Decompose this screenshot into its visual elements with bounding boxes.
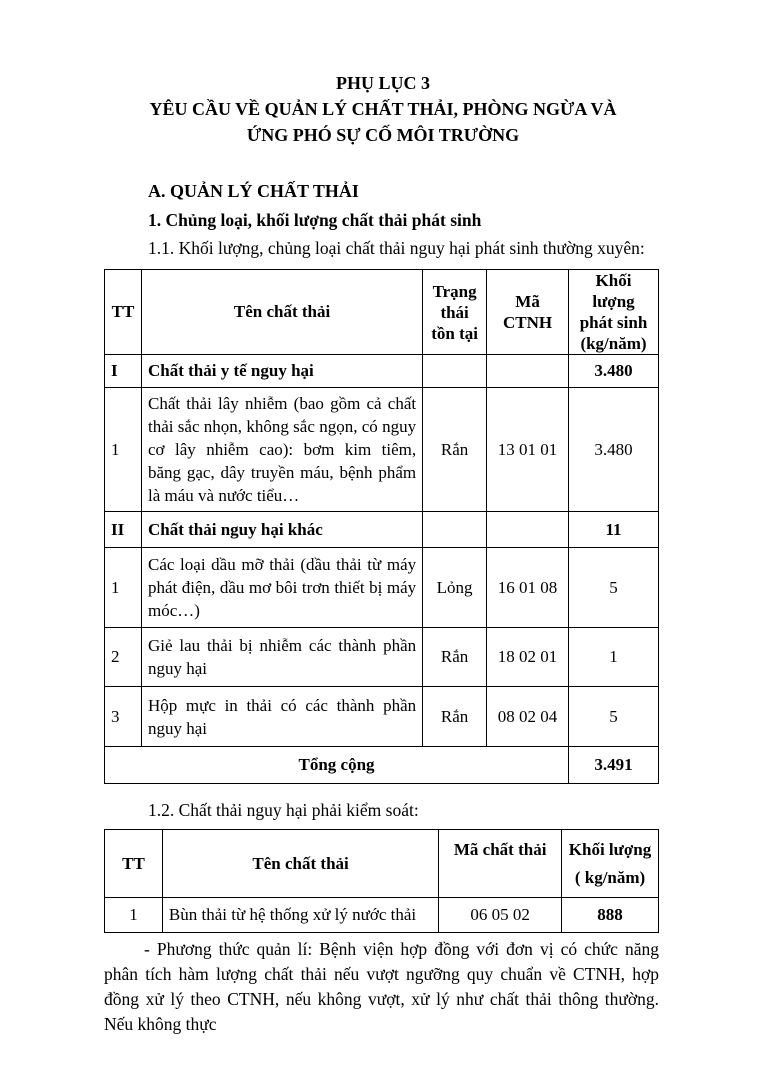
empty-cell [423,512,487,548]
section-a-heading: A. QUẢN LÝ CHẤT THẢI [148,181,359,201]
group-mass: 11 [569,512,659,548]
appendix-title-line-1: YÊU CẦU VỀ QUẢN LÝ CHẤT THẢI, PHÒNG NGỪA VÀ [149,99,617,119]
row-code: 13 01 01 [487,388,569,512]
total-row [105,747,659,784]
appendix-number: PHỤ LỤC 3 [336,73,430,93]
group-tt: II [105,512,142,548]
group-name: Chất thải nguy hại khác [141,512,422,548]
header-name: Tên chất thải [141,270,422,355]
row-code: 16 01 08 [487,548,569,628]
row-tt: 1 [105,548,142,628]
row-name: Chất thải lây nhiễm (bao gồm cả chất thải sắc nhọn, không sắc ngọn, có nguy cơ lây nhiễm cao): bơm kim tiêm, băng gạc, dây truyền máu, bệnh phẩm là máu và nước tiểu… [141,388,422,512]
header-tt: TT [105,270,142,355]
row-tt: 1 [105,388,142,512]
group-name: Chất thải y tế nguy hại [141,355,422,388]
table-row [105,548,659,628]
section-1-2-heading: 1.2. Chất thải nguy hại phải kiểm soát: [148,800,419,820]
table-row [105,388,659,512]
row-mass: 5 [569,548,659,628]
row-code: 08 02 04 [487,687,569,747]
empty-cell [423,355,487,388]
header-mass [562,830,659,898]
row-state: Lỏng [423,548,487,628]
header-mass: Khối lượng phát sinh (kg/năm) [569,270,659,355]
header-code: Mã CTNH [487,270,569,355]
row-name: Bùn thải từ hệ thống xử lý nước thải [162,898,438,933]
row-mass: 5 [569,687,659,747]
group-row [105,512,659,548]
header-mass-line-1: Khối lượng [568,839,652,859]
table-row [105,898,659,933]
header-state: Trạng thái tồn tại [423,270,487,355]
header-code: Mã chất thải [439,830,562,898]
total-mass: 3.491 [569,747,659,784]
group-row [105,355,659,388]
row-mass: 888 [562,898,659,933]
row-code: 06 05 02 [439,898,562,933]
empty-cell [487,512,569,548]
header-name: Tên chất thải [162,830,438,898]
row-state: Rắn [423,687,487,747]
paragraph-text: - Phương thức quản lí: Bệnh viện hợp đồng với đơn vị có chức năng phân tích hàm lượng chất thải nếu vượt ngưỡng quy chuẩn về CTNH, hợp đồng xử lý theo CTNH, nếu không vượt, xử lý như chất thải thông thường. Nếu không thực [104,939,659,1034]
header-tt: TT [105,830,163,898]
row-tt: 3 [105,687,142,747]
row-mass: 1 [569,628,659,687]
row-name: Hộp mực in thải có các thành phần nguy hại [141,687,422,747]
header-mass-line-2: ( kg/năm) [574,867,646,887]
row-state: Rắn [423,628,487,687]
table-header-row [105,830,659,898]
table-row [105,628,659,687]
table-header-row [105,270,659,355]
row-code: 18 02 01 [487,628,569,687]
controlled-waste-table [104,829,659,933]
group-mass: 3.480 [569,355,659,388]
table-row [105,687,659,747]
row-name: Giẻ lau thải bị nhiễm các thành phần nguy hại [141,628,422,687]
section-1-1-heading: 1.1. Khối lượng, chủng loại chất thải nguy hại phát sinh thường xuyên: [148,238,645,258]
hazardous-waste-table [104,269,659,784]
row-state: Rắn [423,388,487,512]
section-1-heading: 1. Chủng loại, khối lượng chất thải phát sinh [148,210,482,230]
row-tt: 2 [105,628,142,687]
appendix-title-line-2: ỨNG PHÓ SỰ CỐ MÔI TRƯỜNG [246,125,520,145]
group-tt: I [105,355,142,388]
total-label: Tổng cộng [105,747,569,784]
empty-cell [487,355,569,388]
row-name: Các loại dầu mỡ thải (dầu thải từ máy phát điện, dầu mơ bôi trơn thiết bị máy móc…) [141,548,422,628]
management-method-paragraph [104,937,659,1037]
row-tt: 1 [105,898,163,933]
row-mass: 3.480 [569,388,659,512]
